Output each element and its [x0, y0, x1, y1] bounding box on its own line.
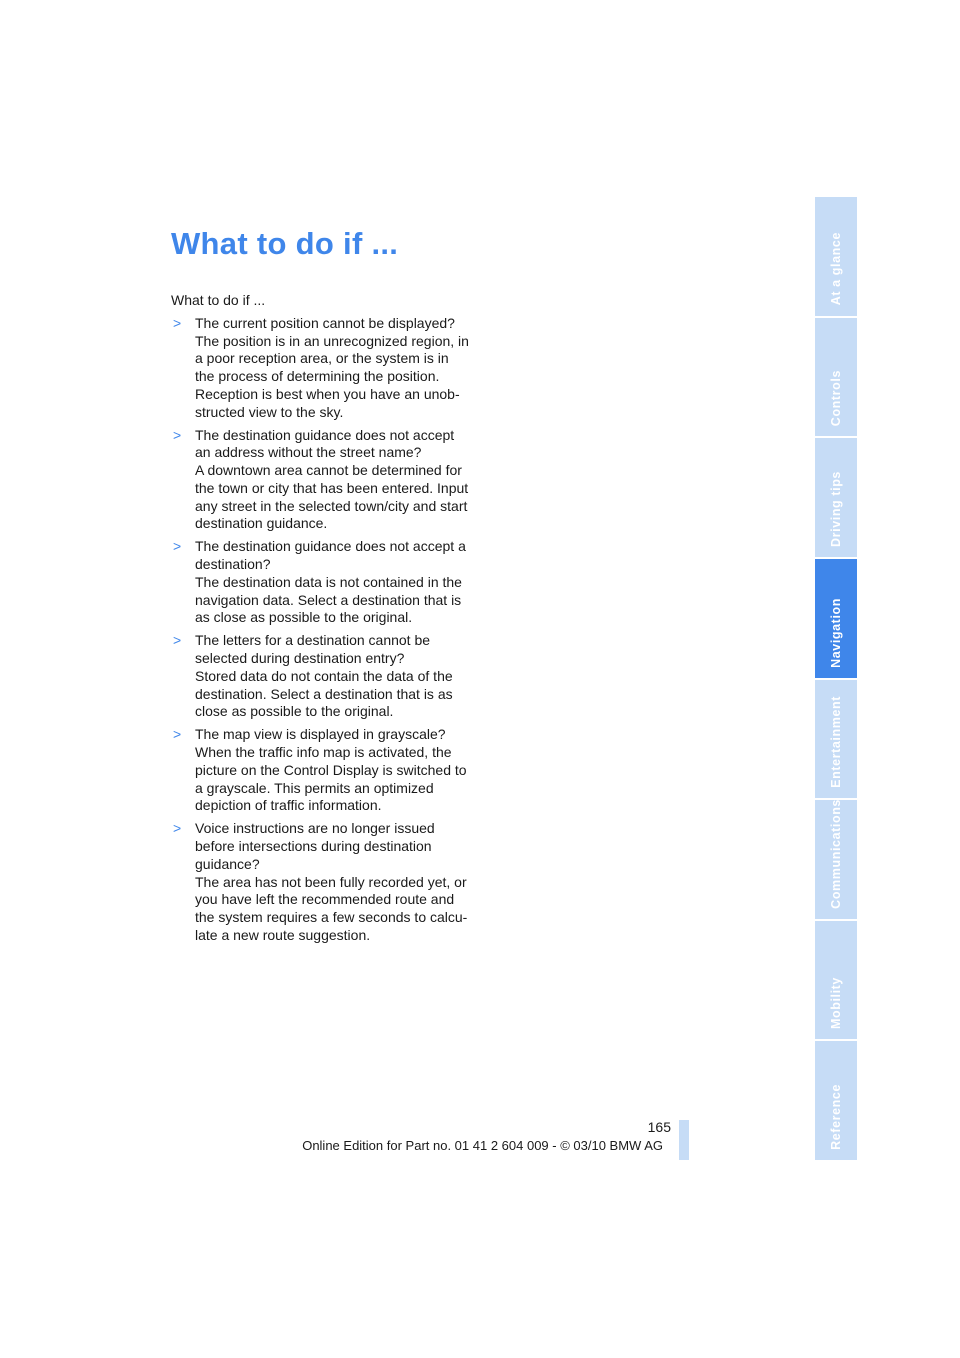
- faq-answer: Stored data do not contain the data of the destination. Select a destination that is as close as possible to the original.: [195, 667, 453, 720]
- faq-question: The current position cannot be displayed?: [195, 315, 455, 331]
- page-number: 165: [647, 1119, 671, 1135]
- bullet-arrow-icon: >: [173, 538, 182, 555]
- tab-reference[interactable]: [815, 1041, 857, 1160]
- tab-mobility[interactable]: [815, 921, 857, 1042]
- bullet-arrow-icon: >: [173, 820, 182, 837]
- tab-driving-tips[interactable]: [815, 438, 857, 559]
- faq-answer: A downtown area cannot be determined for the town or city that has been entered. Input any street in the selected town/city and start destination guidance.: [195, 462, 469, 532]
- faq-item: [171, 820, 471, 944]
- tab-navigation[interactable]: [815, 559, 857, 680]
- faq-list: [171, 315, 471, 950]
- tab-label: Navigation: [829, 597, 843, 668]
- faq-question: The destination guidance does not accept a destination?: [195, 538, 466, 573]
- tab-controls[interactable]: [815, 318, 857, 439]
- page-title: What to do if ...: [171, 226, 399, 261]
- faq-question: The destination guidance does not accept an address without the street name?: [195, 426, 455, 461]
- tab-at-a-glance[interactable]: [815, 197, 857, 318]
- tab-communications[interactable]: [815, 800, 857, 921]
- faq-answer: When the traffic info map is activated, the picture on the Control Display is switched to a grayscale. This permits an optimized depiction of traffic information.: [195, 744, 467, 814]
- faq-answer: The destination data is not contained in the navigation data. Select a destination that is as close as possible to the original.: [195, 573, 462, 626]
- bullet-arrow-icon: >: [173, 426, 182, 443]
- faq-item: [171, 538, 471, 627]
- faq-item: [171, 632, 471, 721]
- tab-label: Reference: [829, 1084, 843, 1150]
- tab-entertainment[interactable]: [815, 680, 857, 801]
- tab-label: Mobility: [829, 977, 843, 1030]
- bullet-arrow-icon: >: [173, 315, 182, 331]
- intro-text: What to do if ...: [171, 292, 266, 308]
- bullet-arrow-icon: >: [173, 726, 182, 743]
- faq-item: [171, 315, 471, 421]
- bullet-arrow-icon: >: [173, 632, 182, 649]
- faq-item: [171, 427, 471, 533]
- chapter-tabs: [815, 197, 857, 1160]
- faq-question: The letters for a destination cannot be selected during destination entry?: [195, 632, 431, 667]
- tab-label: Communications: [829, 798, 843, 909]
- faq-question: Voice instructions are no longer issued before intersections during destination guidance?: [195, 820, 435, 872]
- page-marker: [679, 1120, 689, 1160]
- faq-question: The map view is displayed in grayscale?: [195, 726, 446, 743]
- faq-answer: The position is in an unrecognized region, in a poor reception area, or the system is in the process of determining the position. Reception is best when you have an unob- structed view to the sky.: [195, 332, 469, 420]
- tab-label: At a glance: [829, 232, 843, 306]
- tab-label: Entertainment: [829, 696, 843, 789]
- tab-label: Controls: [829, 370, 843, 427]
- tab-label: Driving tips: [829, 470, 843, 547]
- footer-text: Online Edition for Part no. 01 41 2 604 009 - © 03/10 BMW AG: [302, 1138, 663, 1153]
- faq-item: [171, 726, 471, 815]
- faq-answer: The area has not been fully recorded yet, or you have left the recommended route and the system requires a few seconds to calcu- late a new route suggestion.: [195, 873, 468, 943]
